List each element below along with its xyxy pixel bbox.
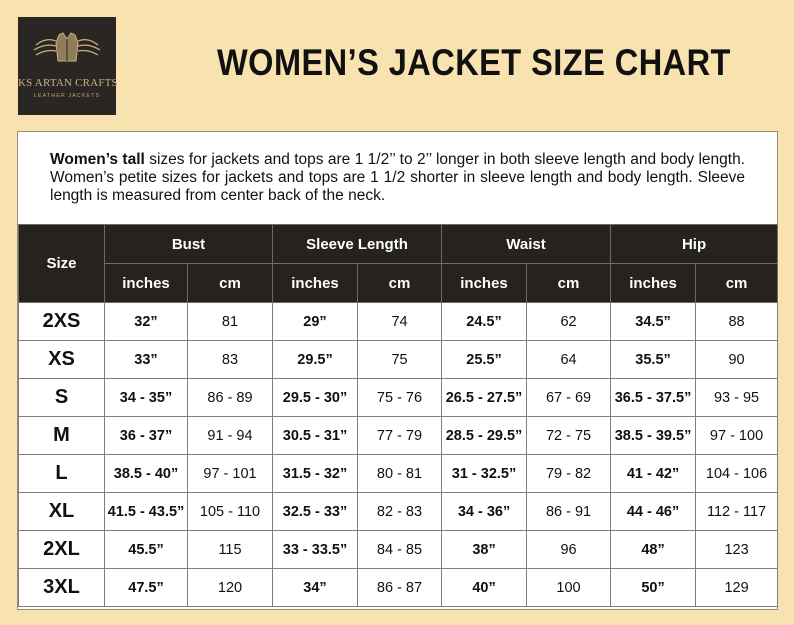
- group-header-sleeve: Sleeve Length: [273, 225, 442, 264]
- unit-header: cm: [696, 264, 778, 303]
- cm-cell: 77 - 79: [358, 417, 442, 455]
- note-bold-lead: Women’s tall: [50, 151, 145, 168]
- winged-jacket-icon: [32, 27, 102, 75]
- table-row: [19, 417, 778, 455]
- group-header-hip: Hip: [611, 225, 778, 264]
- page-title: WOMEN’S JACKET SIZE CHART: [217, 42, 731, 83]
- cm-cell: 86 - 91: [527, 493, 611, 531]
- table-row: [19, 379, 778, 417]
- cm-cell: 91 - 94: [188, 417, 273, 455]
- cm-cell: 88: [696, 303, 778, 341]
- inches-cell: 36 - 37”: [105, 417, 188, 455]
- table-row: [19, 569, 778, 607]
- inches-cell: 34 - 35”: [105, 379, 188, 417]
- unit-header: inches: [273, 264, 358, 303]
- inches-cell: 35.5”: [611, 341, 696, 379]
- cm-cell: 97 - 101: [188, 455, 273, 493]
- cm-cell: 72 - 75: [527, 417, 611, 455]
- cm-cell: 62: [527, 303, 611, 341]
- cm-cell: 84 - 85: [358, 531, 442, 569]
- brand-name: KS ARTAN CRAFTS: [18, 77, 118, 89]
- brand-tagline: LEATHER JACKETS: [33, 93, 101, 99]
- cm-cell: 79 - 82: [527, 455, 611, 493]
- size-table-body: [19, 303, 778, 607]
- inches-cell: 45.5”: [105, 531, 188, 569]
- inches-cell: 24.5”: [442, 303, 527, 341]
- inches-cell: 29.5”: [273, 341, 358, 379]
- cm-cell: 100: [527, 569, 611, 607]
- cm-cell: 104 - 106: [696, 455, 778, 493]
- unit-header: cm: [527, 264, 611, 303]
- inches-cell: 34 - 36”: [442, 493, 527, 531]
- inches-cell: 31.5 - 32”: [273, 455, 358, 493]
- cm-cell: 120: [188, 569, 273, 607]
- unit-header: inches: [442, 264, 527, 303]
- inches-cell: 30.5 - 31”: [273, 417, 358, 455]
- inches-cell: 28.5 - 29.5”: [442, 417, 527, 455]
- table-row: [19, 303, 778, 341]
- inches-cell: 32.5 - 33”: [273, 493, 358, 531]
- unit-header: inches: [611, 264, 696, 303]
- size-label-cell: XS: [19, 341, 105, 379]
- inches-cell: 41.5 - 43.5”: [105, 493, 188, 531]
- cm-cell: 81: [188, 303, 273, 341]
- table-row: [19, 493, 778, 531]
- inches-cell: 36.5 - 37.5”: [611, 379, 696, 417]
- size-label-cell: S: [19, 379, 105, 417]
- unit-header: inches: [105, 264, 188, 303]
- unit-header: cm: [358, 264, 442, 303]
- inches-cell: 40”: [442, 569, 527, 607]
- group-header-bust: Bust: [105, 225, 273, 264]
- table-row: [19, 455, 778, 493]
- cm-cell: 90: [696, 341, 778, 379]
- inches-cell: 33 - 33.5”: [273, 531, 358, 569]
- cm-cell: 80 - 81: [358, 455, 442, 493]
- cm-cell: 129: [696, 569, 778, 607]
- inches-cell: 33”: [105, 341, 188, 379]
- cm-cell: 112 - 117: [696, 493, 778, 531]
- inches-cell: 38.5 - 39.5”: [611, 417, 696, 455]
- table-row: [19, 341, 778, 379]
- inches-cell: 48”: [611, 531, 696, 569]
- group-header-waist: Waist: [442, 225, 611, 264]
- cm-cell: 74: [358, 303, 442, 341]
- header-row-units: [19, 264, 778, 303]
- cm-cell: 96: [527, 531, 611, 569]
- inches-cell: 41 - 42”: [611, 455, 696, 493]
- inches-cell: 38.5 - 40”: [105, 455, 188, 493]
- inches-cell: 44 - 46”: [611, 493, 696, 531]
- note-text: sizes for jackets and tops are 1 1/2’’ to 2’’ longer in both sleeve length and body length. Women’s petite sizes for jackets and tops are 1 1/2 shorter in sleeve length and body length. Sleeve length is measured from center back of the neck.: [50, 151, 745, 204]
- inches-cell: 32”: [105, 303, 188, 341]
- cm-cell: 67 - 69: [527, 379, 611, 417]
- inches-cell: 25.5”: [442, 341, 527, 379]
- header-row-groups: [19, 225, 778, 264]
- size-header: Size: [19, 225, 105, 303]
- size-table: [18, 224, 778, 607]
- size-label-cell: 2XL: [19, 531, 105, 569]
- size-label-cell: XL: [19, 493, 105, 531]
- cm-cell: 86 - 89: [188, 379, 273, 417]
- cm-cell: 75 - 76: [358, 379, 442, 417]
- cm-cell: 64: [527, 341, 611, 379]
- cm-cell: 105 - 110: [188, 493, 273, 531]
- inches-cell: 31 - 32.5”: [442, 455, 527, 493]
- inches-cell: 29”: [273, 303, 358, 341]
- brand-logo: [18, 17, 116, 115]
- cm-cell: 75: [358, 341, 442, 379]
- inches-cell: 47.5”: [105, 569, 188, 607]
- size-label-cell: L: [19, 455, 105, 493]
- inches-cell: 29.5 - 30”: [273, 379, 358, 417]
- size-chart-sheet: [17, 131, 778, 610]
- cm-cell: 83: [188, 341, 273, 379]
- cm-cell: 97 - 100: [696, 417, 778, 455]
- cm-cell: 123: [696, 531, 778, 569]
- inches-cell: 26.5 - 27.5”: [442, 379, 527, 417]
- inches-cell: 38”: [442, 531, 527, 569]
- cm-cell: 93 - 95: [696, 379, 778, 417]
- table-row: [19, 531, 778, 569]
- size-label-cell: 3XL: [19, 569, 105, 607]
- size-label-cell: M: [19, 417, 105, 455]
- inches-cell: 34.5”: [611, 303, 696, 341]
- size-label-cell: 2XS: [19, 303, 105, 341]
- cm-cell: 115: [188, 531, 273, 569]
- inches-cell: 50”: [611, 569, 696, 607]
- cm-cell: 86 - 87: [358, 569, 442, 607]
- inches-cell: 34”: [273, 569, 358, 607]
- size-note: [18, 132, 777, 205]
- cm-cell: 82 - 83: [358, 493, 442, 531]
- unit-header: cm: [188, 264, 273, 303]
